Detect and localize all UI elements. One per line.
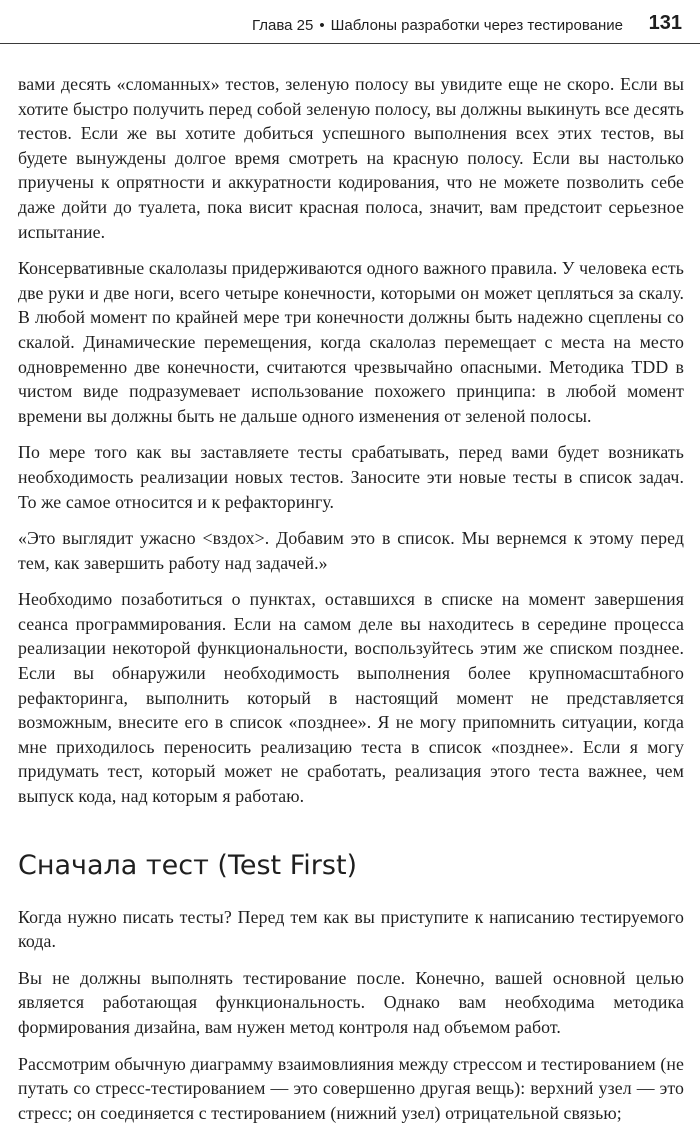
page-body bbox=[18, 72, 684, 1137]
paragraph: Рассмотрим обычную диаграмму взаимовлияния между стрессом и тестированием (не путать со стресс-тестированием — это совершенно другая вещь): верхний узел — это стресс; он соединяется с тестированием (нижний узел) отрицательной связью; bbox=[18, 1053, 684, 1123]
running-header-text bbox=[252, 17, 623, 34]
header-rule bbox=[0, 43, 700, 44]
paragraph: Когда нужно писать тесты? Перед тем как вы приступите к написанию тестируемого кода. bbox=[18, 906, 684, 952]
running-header bbox=[0, 0, 700, 50]
paragraph-quote: «Это выглядит ужасно <вздох>. Добавим это в список. Мы вернемся к этому перед тем, как завершить работу над задачей.» bbox=[18, 528, 684, 573]
chapter-label: Глава 25 bbox=[252, 17, 314, 34]
paragraph: По мере того как вы заставляете тесты срабатывать, перед вами будет возникать необходимость реализации новых тестов. Заносите эти новые тесты в список задач. То же самое относится и к рефакторингу. bbox=[18, 442, 684, 512]
paragraph: Необходимо позаботиться о пунктах, оставшихся в списке на момент завершения сеанса программирования. Если на самом деле вы находитесь в середине процесса реализации некоторой функциональности, воспользуйтесь этим же списком позднее. Если вы обнаружили необходимость выполнения более крупномасштабного рефакторинга, выполнить который в настоящий момент не представляется возможным, внесите его в список «позднее». Я не могу припомнить ситуации, когда мне приходилось переносить реализацию теста в список «позднее». Если я могу придумать тест, который может не сработать, реализация этого теста важнее, чем выпуск кода, над которым я работаю. bbox=[18, 589, 684, 807]
section-heading: Сначала тест (Test First) bbox=[18, 849, 358, 881]
bullet-separator: • bbox=[319, 17, 325, 34]
paragraph: Консервативные скалолазы придерживаются одного важного правила. У человека есть две руки и две ноги, всего четыре конечности, которыми он может цепляться за скалу. В любой момент по крайней мере три конечности должны быть надежно сцеплены со скалой. Динамические перемещения, когда скалолаз перемещает с места на место одновременно две конечности, считаются чрезвычайно опасными. Методика TDD в чистом виде подразумевает использование похожего принципа: в любой момент времени вы должны быть не дальше одного изменения от зеленой полосы. bbox=[18, 258, 684, 426]
paragraph: вами десять «сломанных» тестов, зеленую полосу вы увидите еще не скоро. Если вы хотите быстро получить перед собой зеленую полосу, вы должны выкинуть все десять тестов. Если же вы хотите добиться успешного выполнения всех этих тестов, вы будете вынуждены долгое время смотреть на красную полосу. Если вы настолько приучены к опрятности и аккуратности кодирования, что не можете позволить себе даже дойти до туалета, пока висит красная полоса, значит, вам предстоит серьезное испытание. bbox=[18, 74, 684, 242]
paragraph: Вы не должны выполнять тестирование после. Конечно, вашей основной целью является работающая функциональность. Однако вам необходима методика формирования дизайна, вам нужен метод контроля над объемом работ. bbox=[18, 967, 684, 1037]
page-number: 131 bbox=[648, 12, 682, 34]
chapter-title: Шаблоны разработки через тестирование bbox=[330, 17, 623, 34]
